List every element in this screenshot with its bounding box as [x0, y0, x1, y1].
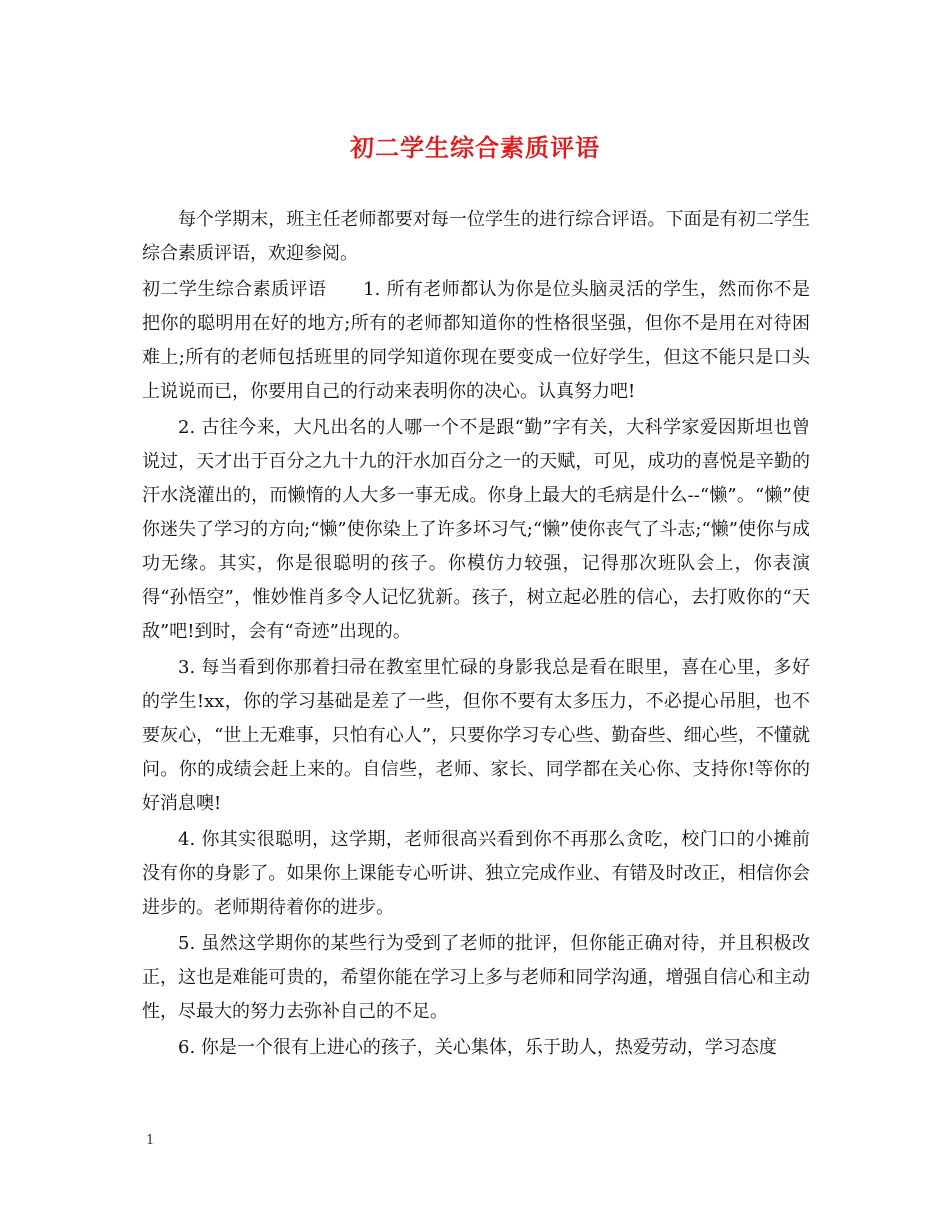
document-body — [142, 203, 810, 1067]
document-title: 初二学生综合素质评语 — [350, 133, 600, 162]
paragraph-intro: 每个学期末，班主任老师都要对每一位学生的进行综合评语。下面是有初二学生综合素质评语，欢迎参阅。 — [142, 209, 810, 264]
paragraph-item-3: 3. 每当看到你那着扫帚在教室里忙碌的身影我总是看在眼里，喜在心里，多好的学生!xx，你的学习基础是差了一些，但你不要有太多压力，不必提心吊胆，也不要灰心，“世上无难事，只怕有心人”，只要你学习专心些、勤奋些、细心些，不懂就问。你的成绩会赶上来的。自信些，老师、家长、同学都在关心你、支持你!等你的好消息噢! — [142, 657, 810, 814]
paragraph-item-1: 初二学生综合素质评语 1. 所有老师都认为你是位头脑灵活的学生，然而你不是把你的聪明用在好的地方;所有的老师都知道你的性格很坚强，但你不是用在对待困难上;所有的老师包括班里的同学知道你现在要变成一位好学生，但这不能只是口头上说说而已，你要用自己的行动来表明你的决心。认真努力吧! — [142, 279, 810, 402]
paragraph-item-6: 6. 你是一个很有上进心的孩子，关心集体，乐于助人，热爱劳动，学习态度 — [178, 1037, 777, 1058]
page-number: 1 — [146, 1133, 155, 1148]
paragraph-item-2: 2. 古往今来，大凡出名的人哪一个不是跟“勤”字有关，大科学家爱因斯坦也曾说过，天才出于百分之九十九的汗水加百分之一的天赋，可见，成功的喜悦是辛勤的汗水浇灌出的，而懒惰的人大多一事无成。你身上最大的毛病是什么--“懒”。“懒”使你迷失了学习的方向;“懒”使你染上了许多坏习气;“懒”使你丧气了斗志;“懒”使你与成功无缘。其实，你是很聪明的孩子。你模仿力较强，记得那次班队会上，你表演得“孙悟空”，惟妙惟肖多令人记忆犹新。孩子，树立起必胜的信心，去打败你的“天敌”吧!到时，会有“奇迹”出现的。 — [142, 417, 810, 642]
paragraph-item-5: 5. 虽然这学期你的某些行为受到了老师的批评，但你能正确对待，并且积极改正，这也是难能可贵的，希望你能在学习上多与老师和同学沟通，增强自信心和主动性，尽最大的努力去弥补自己的不足。 — [142, 933, 810, 1022]
paragraph-item-4: 4. 你其实很聪明，这学期，老师很高兴看到你不再那么贪吃，校门口的小摊前没有你的身影了。如果你上课能专心听讲、独立完成作业、有错及时改正，相信你会进步的。老师期待着你的进步。 — [142, 829, 810, 918]
